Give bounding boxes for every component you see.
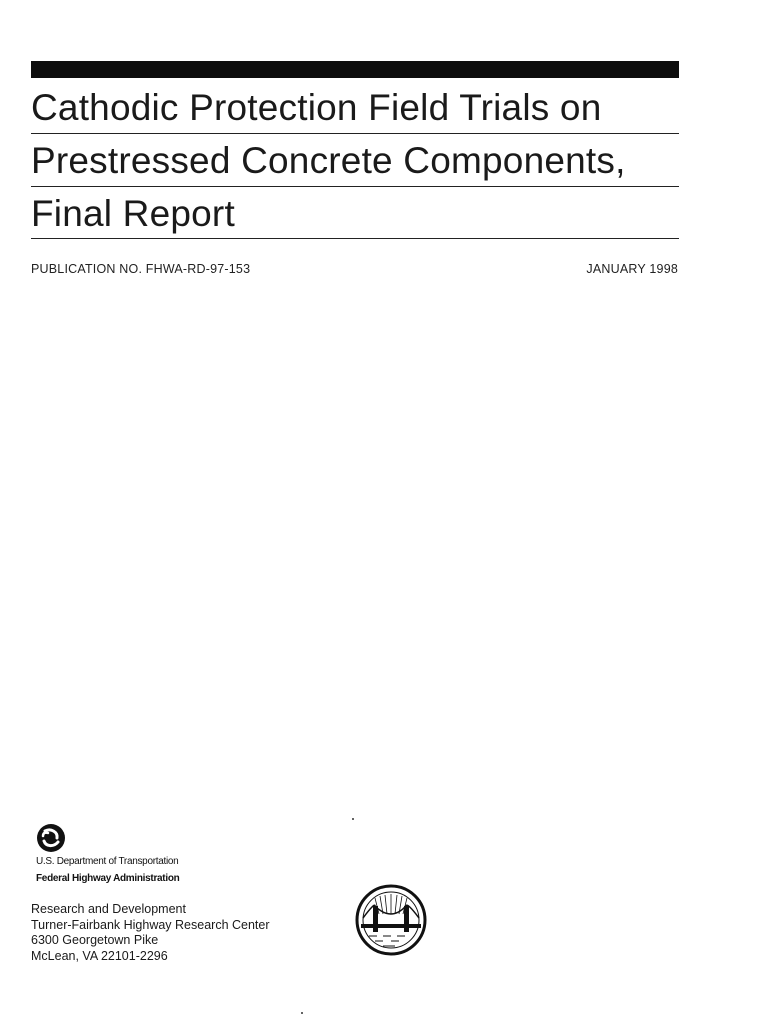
address-line-1: Research and Development — [31, 902, 186, 916]
title-rule-3 — [31, 238, 679, 239]
scan-speck — [301, 1012, 303, 1014]
title-line-3: Final Report — [31, 193, 235, 234]
title-line-1: Cathodic Protection Field Trials on — [31, 87, 602, 128]
publication-date: JANUARY 1998 — [586, 262, 678, 276]
address-block — [31, 902, 270, 964]
title-rule-2 — [31, 186, 679, 187]
bridge-seal-icon — [355, 884, 427, 956]
agency-administration: Federal Highway Administration — [36, 873, 180, 884]
title-rule-1 — [31, 133, 679, 134]
agency-department: U.S. Department of Transportation — [36, 856, 179, 867]
dot-triskelion-icon — [36, 823, 66, 853]
title-line-2: Prestressed Concrete Components, — [31, 140, 626, 181]
publication-number: PUBLICATION NO. FHWA-RD-97-153 — [31, 262, 251, 276]
address-line-4: McLean, VA 22101-2296 — [31, 948, 168, 963]
scan-speck — [352, 818, 354, 820]
address-line-3: 6300 Georgetown Pike — [31, 933, 159, 947]
address-line-2: Turner-Fairbank Highway Research Center — [31, 917, 270, 932]
header-black-bar — [31, 61, 679, 78]
